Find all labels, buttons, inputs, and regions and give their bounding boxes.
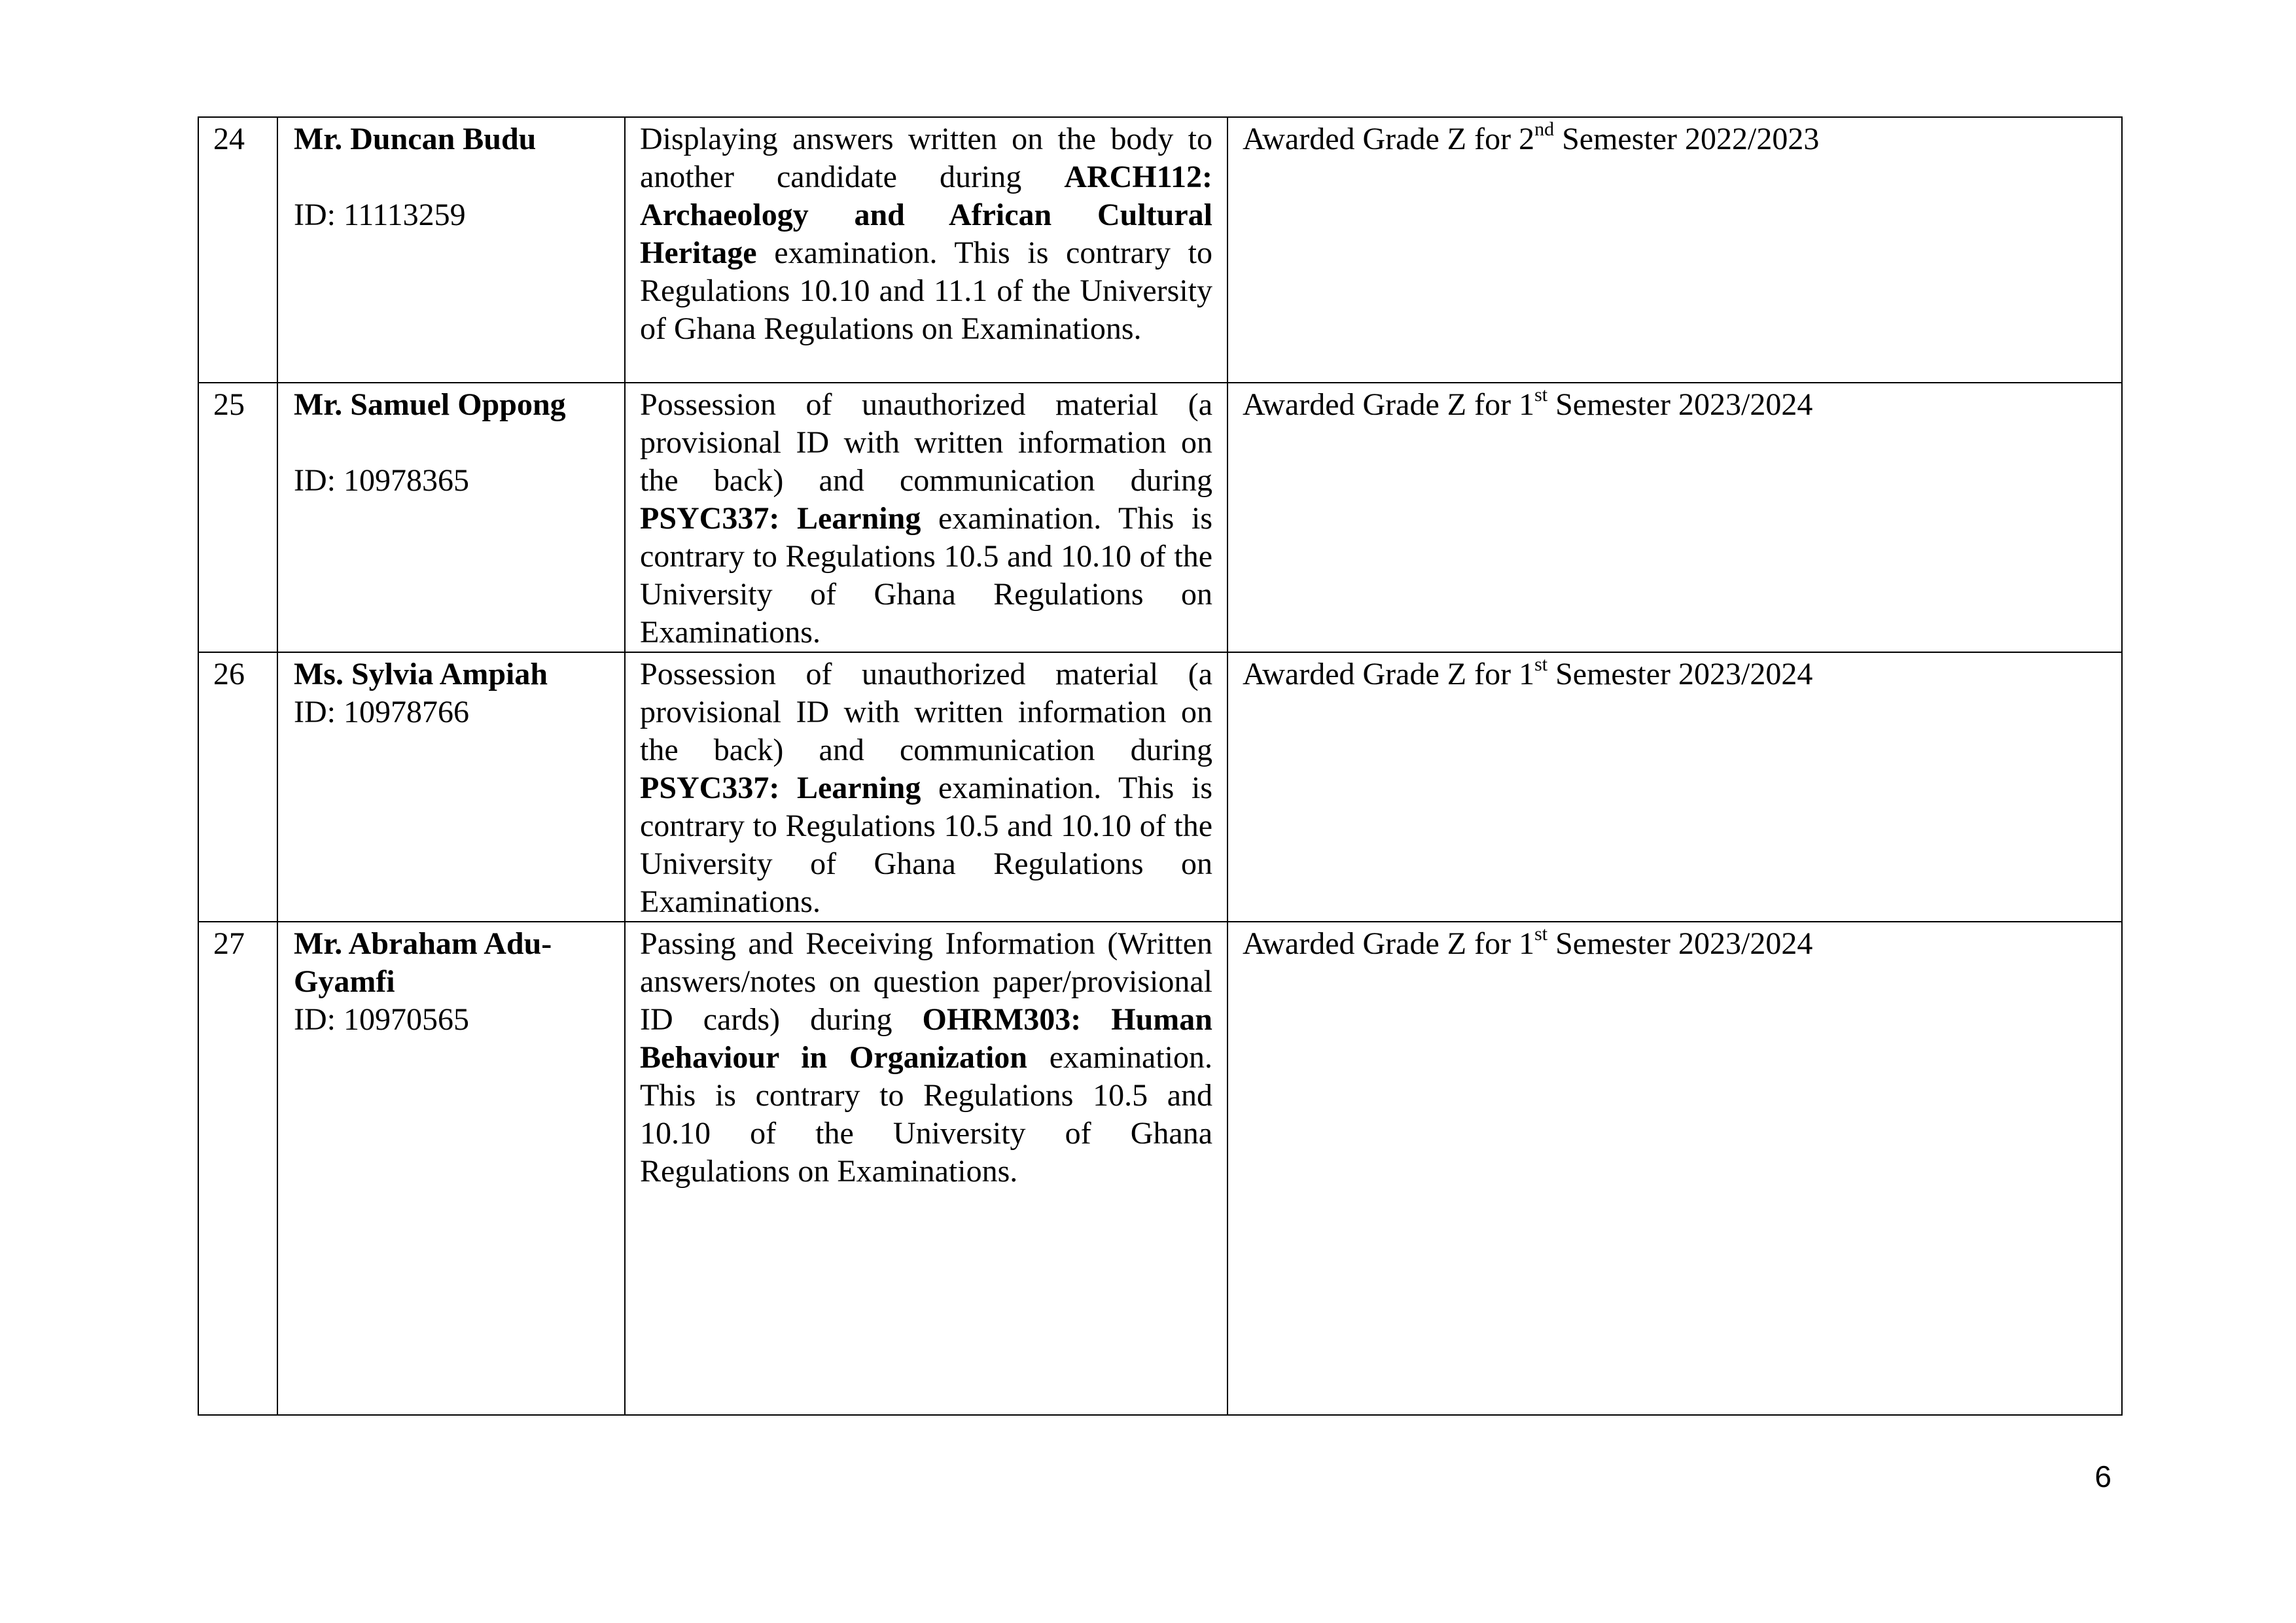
offence-cell [625, 922, 1227, 1415]
row-number [198, 652, 277, 922]
table-row [198, 922, 2122, 1415]
student-name: Ms. Sylvia Ampiah [294, 657, 548, 691]
sanction-cell [1227, 117, 2122, 383]
sanction-semester: Semester 2023/2024 [1547, 657, 1813, 691]
sanction-cell [1227, 383, 2122, 652]
page-number: 6 [2094, 1459, 2111, 1493]
offence-regulation-text: examination. This is contrary to Regulations 10.5 and 10.10 of the University of Ghana Regulations on Examinations. [640, 771, 1212, 919]
sanction-semester: Semester 2023/2024 [1547, 387, 1813, 422]
offence-regulation-text: examination. This is contrary to Regulations 10.5 and 10.10 of the University of Ghana Regulations on Examinations. [640, 501, 1212, 650]
row-number-text: 25 [213, 387, 245, 422]
row-number [198, 922, 277, 1415]
student-name: Mr. Duncan Budu [294, 122, 537, 156]
sanction-text: Awarded Grade Z for 1 [1243, 926, 1535, 961]
sanction-cell [1227, 922, 2122, 1415]
offence-text: Passing and Receiving Information (Written answers/notes on question paper/provisional ID cards) during [640, 926, 1212, 1037]
student-name: Mr. Samuel Oppong [294, 387, 566, 422]
table-row [198, 383, 2122, 652]
student-id: ID: 11113259 [294, 198, 466, 232]
student-name: Mr. Abraham Adu-Gyamfi [294, 926, 552, 999]
disciplinary-cases-table [198, 116, 2123, 1416]
course-name: ARCH112: Archaeology and African Cultural Heritage [640, 160, 1212, 270]
offence-text: Displaying answers written on the body to another candidate during [640, 122, 1212, 194]
offence-text: Possession of unauthorized material (a provisional ID with written information on the back) and communication during [640, 657, 1212, 767]
table-row [198, 652, 2122, 922]
offence-text: Possession of unauthorized material (a provisional ID with written information on the back) and communication during [640, 387, 1212, 498]
row-number-text: 24 [213, 122, 245, 156]
student-cell [277, 652, 625, 922]
row-number-text: 26 [213, 657, 245, 691]
student-id: ID: 10978365 [294, 463, 469, 498]
course-name: PSYC337: Learning [640, 501, 921, 536]
sanction-semester: Semester 2023/2024 [1547, 926, 1813, 961]
course-name: OHRM303: Human Behaviour in Organization [640, 1002, 1212, 1075]
sanction-semester: Semester 2022/2023 [1554, 122, 1820, 156]
offence-cell [625, 383, 1227, 652]
table-row [198, 117, 2122, 383]
ordinal-suffix: st [1534, 923, 1548, 945]
ordinal-suffix: st [1534, 654, 1548, 675]
sanction-text: Awarded Grade Z for 1 [1243, 387, 1535, 422]
row-number [198, 117, 277, 383]
row-number [198, 383, 277, 652]
student-cell [277, 922, 625, 1415]
ordinal-suffix: st [1534, 384, 1548, 406]
sanction-text: Awarded Grade Z for 1 [1243, 657, 1535, 691]
offence-cell [625, 652, 1227, 922]
offence-regulation-text: examination. This is contrary to Regulations 10.5 and 10.10 of the University of Ghana Regulations on Examinations. [640, 1040, 1212, 1189]
ordinal-suffix: nd [1534, 118, 1555, 140]
row-number-text: 27 [213, 926, 245, 961]
student-id: ID: 10970565 [294, 1002, 469, 1037]
offence-regulation-text: examination. This is contrary to Regulations 10.10 and 11.1 of the University of Ghana Regulations on Examinations. [640, 236, 1212, 346]
student-id: ID: 10978766 [294, 695, 469, 729]
student-cell [277, 117, 625, 383]
sanction-cell [1227, 652, 2122, 922]
sanction-text: Awarded Grade Z for 2 [1243, 122, 1535, 156]
offence-cell [625, 117, 1227, 383]
student-cell [277, 383, 625, 652]
course-name: PSYC337: Learning [640, 771, 921, 805]
